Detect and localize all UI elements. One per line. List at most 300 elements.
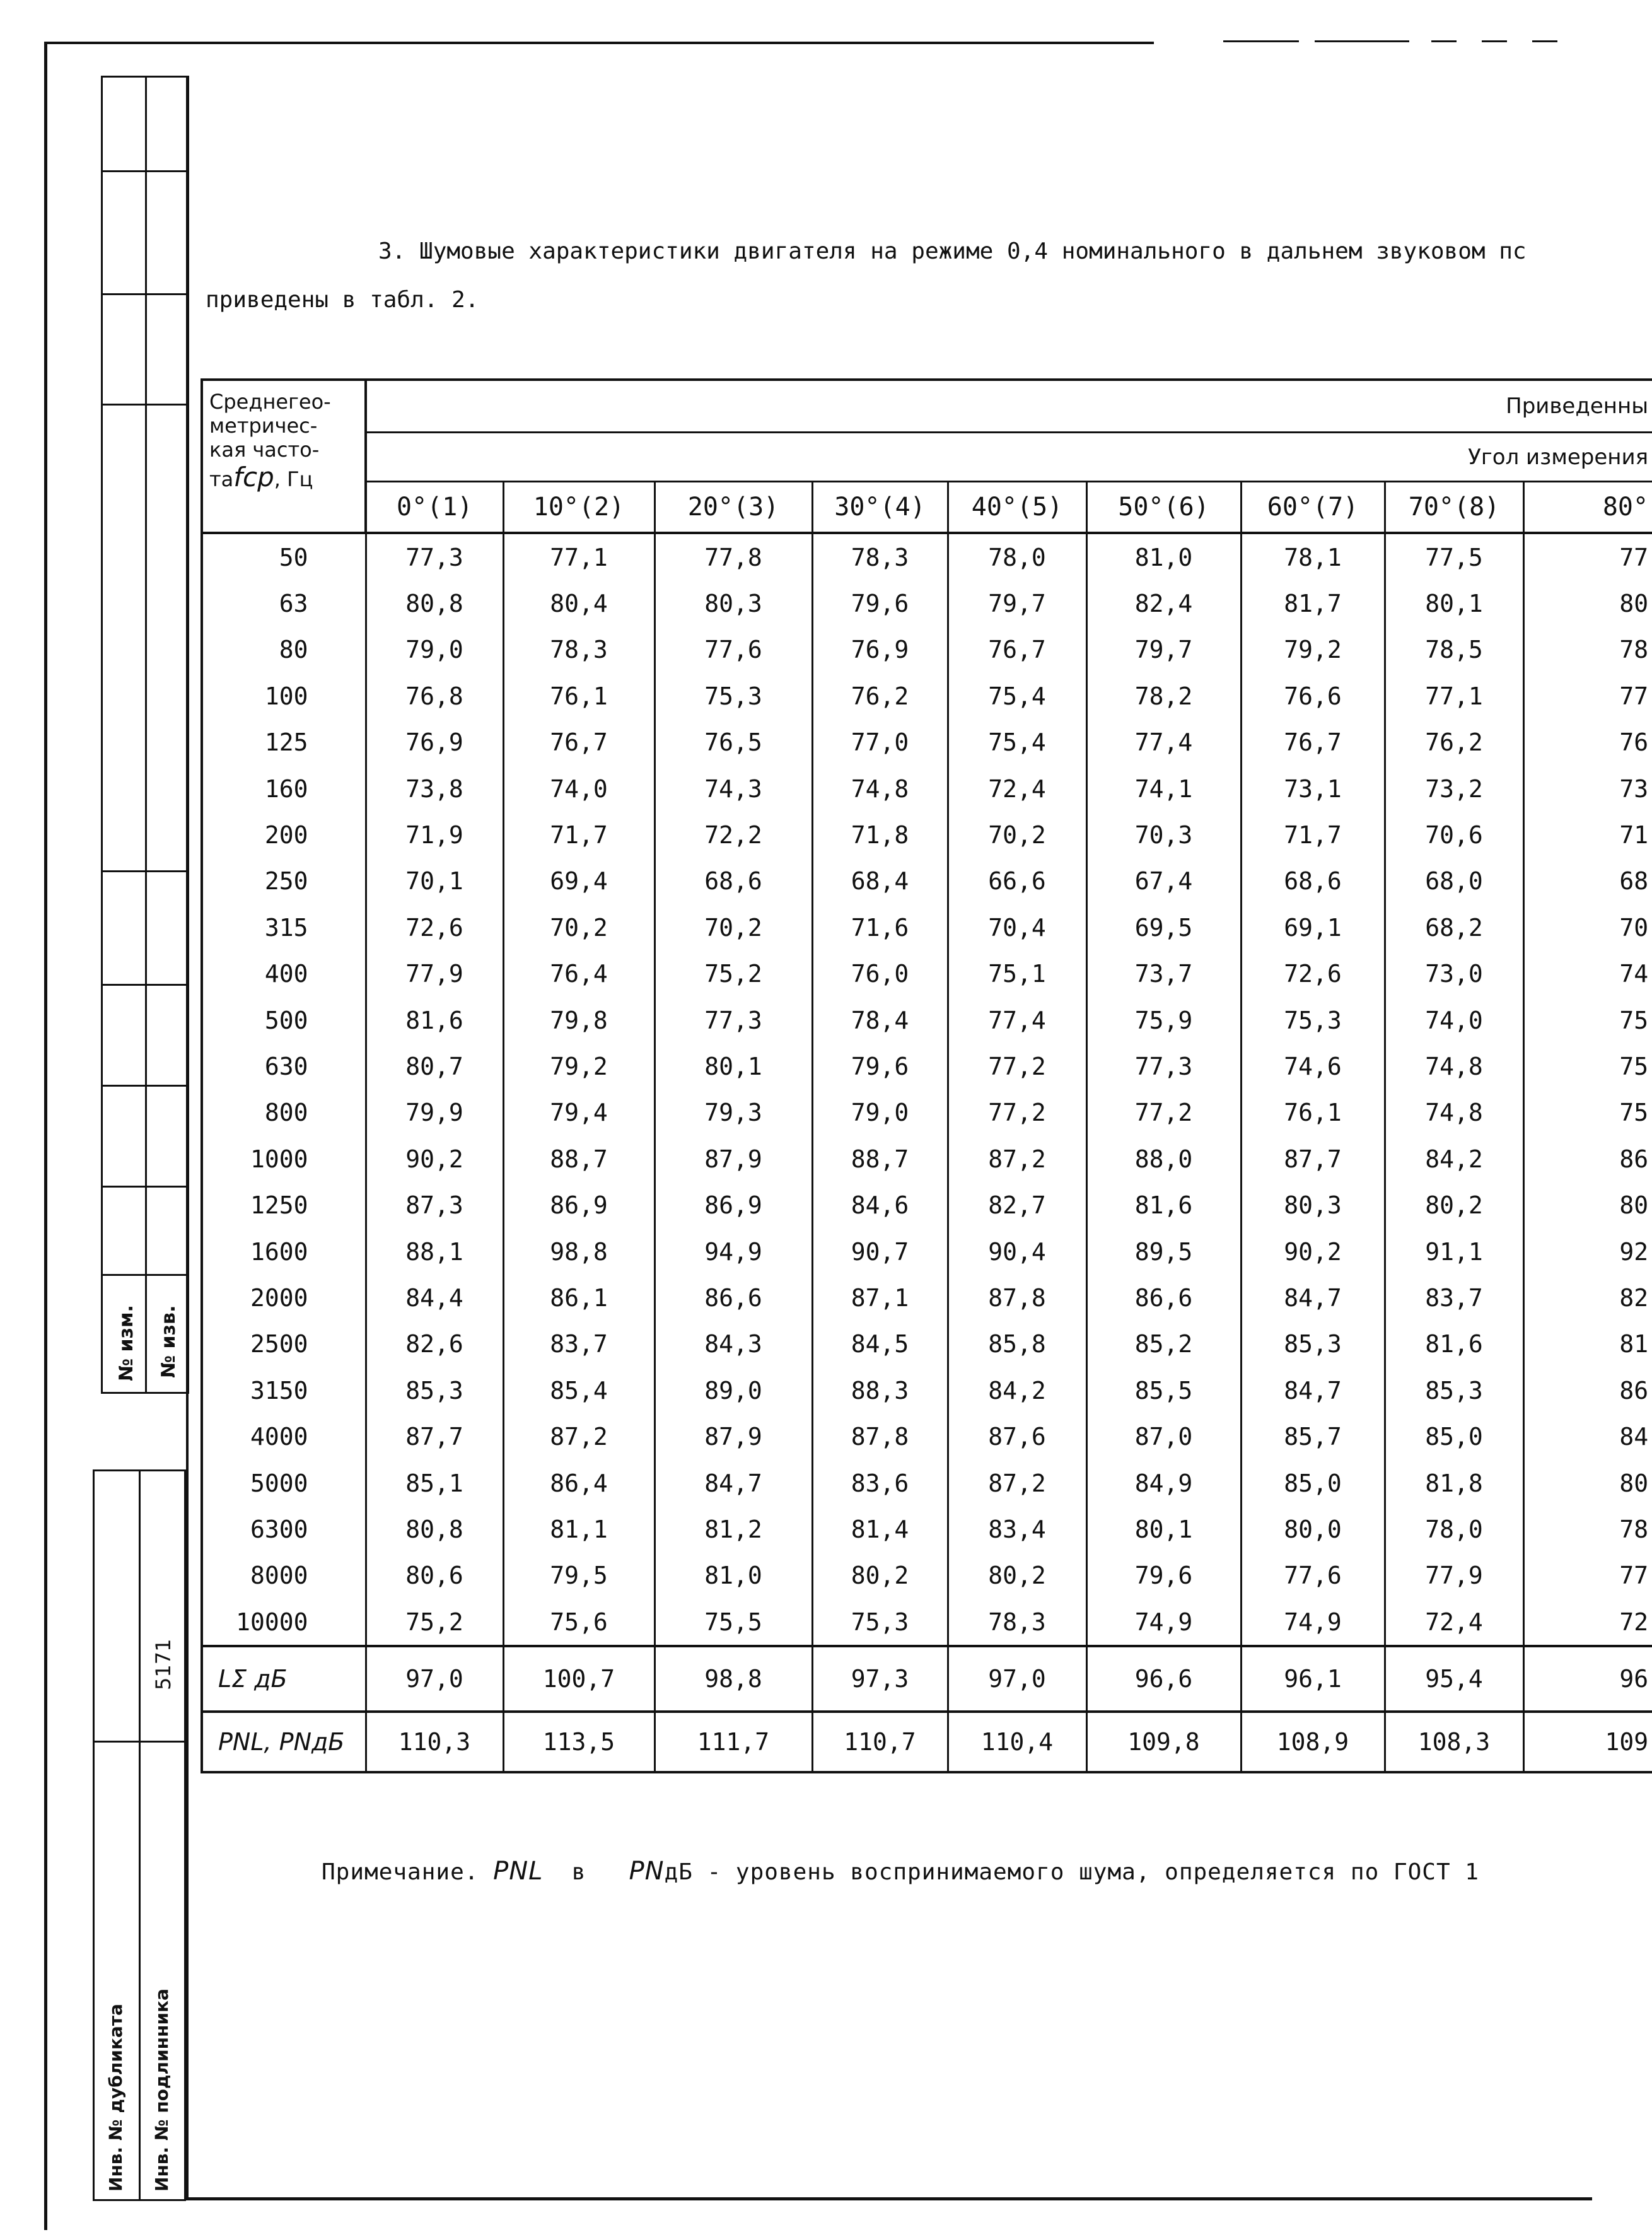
- value-cell: 82: [1523, 1275, 1652, 1321]
- frequency-cell: 6300: [202, 1506, 366, 1552]
- value-cell: 77,4: [1086, 720, 1241, 766]
- value-cell: 79,7: [1086, 627, 1241, 673]
- value-cell: 68,6: [1241, 858, 1385, 904]
- value-cell: 86,6: [654, 1275, 812, 1321]
- value-cell: 97,3: [812, 1646, 948, 1712]
- value-cell: 84,7: [1241, 1275, 1385, 1321]
- value-cell: 75: [1523, 1090, 1652, 1136]
- value-cell: 77,2: [1086, 1090, 1241, 1136]
- value-cell: 84,2: [1385, 1136, 1523, 1182]
- page-border-dash: [1532, 40, 1557, 42]
- frequency-cell: 5000: [202, 1460, 366, 1506]
- stamp-izm-label: № изм.: [115, 1305, 137, 1381]
- table-row: [202, 533, 1652, 580]
- value-cell: 84,9: [1086, 1460, 1241, 1506]
- freq-header-line: кая часто-: [209, 438, 320, 462]
- sum-level-row: [202, 1646, 1652, 1712]
- value-cell: 80,3: [1241, 1182, 1385, 1228]
- value-cell: 77,8: [654, 533, 812, 580]
- value-cell: 74,8: [812, 766, 948, 812]
- freq-header-line: Среднегео-: [209, 390, 331, 414]
- page-border-dash: [1482, 40, 1507, 42]
- value-cell: 76,9: [366, 720, 503, 766]
- value-cell: 70,2: [948, 812, 1086, 858]
- value-cell: 87,8: [948, 1275, 1086, 1321]
- value-cell: 70: [1523, 904, 1652, 950]
- value-cell: 77: [1523, 1553, 1652, 1599]
- value-cell: 70,6: [1385, 812, 1523, 858]
- noise-table: [201, 378, 1652, 1773]
- value-cell: 80,0: [1241, 1506, 1385, 1552]
- value-cell: 80,2: [948, 1553, 1086, 1599]
- value-cell: 71,7: [1241, 812, 1385, 858]
- value-cell: 79,0: [812, 1090, 948, 1136]
- value-cell: 77,0: [812, 720, 948, 766]
- table-row: [202, 1043, 1652, 1089]
- frequency-cell: 800: [202, 1090, 366, 1136]
- value-cell: 85,0: [1385, 1413, 1523, 1459]
- page-border-top: [44, 42, 1154, 44]
- value-cell: 73,8: [366, 766, 503, 812]
- value-cell: 81,8: [1385, 1460, 1523, 1506]
- value-cell: 87,2: [503, 1413, 654, 1459]
- stamp-line: [101, 293, 189, 295]
- value-cell: 77,4: [948, 997, 1086, 1043]
- note-prefix: Примечание.: [322, 1859, 479, 1885]
- value-cell: 110,3: [366, 1712, 503, 1772]
- table-row: [202, 1599, 1652, 1646]
- freq-symbol: fср: [233, 462, 274, 493]
- stamp-dubl-label: Инв. № дубликата: [105, 2004, 126, 2192]
- table-row: [202, 1090, 1652, 1136]
- value-cell: 75,3: [1241, 997, 1385, 1043]
- note-conj: в: [571, 1859, 586, 1885]
- frequency-cell: 3150: [202, 1367, 366, 1413]
- value-cell: 90,4: [948, 1229, 1086, 1275]
- page-border-bottom: [186, 2197, 1592, 2200]
- value-cell: 87,8: [812, 1413, 948, 1459]
- stamp-izv-label: № изв.: [158, 1305, 180, 1378]
- table-row: [202, 766, 1652, 812]
- value-cell: 86,9: [654, 1182, 812, 1228]
- value-cell: 85,7: [1241, 1413, 1385, 1459]
- value-cell: 89,0: [654, 1367, 812, 1413]
- value-cell: 79,6: [812, 1043, 948, 1089]
- value-cell: 76,1: [1241, 1090, 1385, 1136]
- value-cell: 76,7: [948, 627, 1086, 673]
- value-cell: 84,5: [812, 1321, 948, 1367]
- value-cell: 77,9: [366, 951, 503, 997]
- frequency-cell: 400: [202, 951, 366, 997]
- value-cell: 98,8: [503, 1229, 654, 1275]
- value-cell: 87,3: [366, 1182, 503, 1228]
- value-cell: 90,2: [1241, 1229, 1385, 1275]
- value-cell: 85,3: [366, 1367, 503, 1413]
- note-pn: PN: [629, 1857, 665, 1886]
- value-cell: 113,5: [503, 1712, 654, 1772]
- table-row: [202, 951, 1652, 997]
- value-cell: 75,1: [948, 951, 1086, 997]
- value-cell: 83,4: [948, 1506, 1086, 1552]
- value-cell: 75: [1523, 1043, 1652, 1089]
- table-note: [322, 1857, 1479, 1886]
- value-cell: 76,4: [503, 951, 654, 997]
- value-cell: 78,3: [503, 627, 654, 673]
- table-row: [202, 997, 1652, 1043]
- value-cell: 72,4: [948, 766, 1086, 812]
- value-cell: 87,2: [948, 1136, 1086, 1182]
- value-cell: 81,4: [812, 1506, 948, 1552]
- value-cell: 94,9: [654, 1229, 812, 1275]
- value-cell: 77,2: [948, 1043, 1086, 1089]
- value-cell: 76,9: [812, 627, 948, 673]
- note-text: дБ - уровень воспринимаемого шума, определяется по ГОСТ 1: [664, 1859, 1479, 1885]
- table-row: [202, 1182, 1652, 1228]
- paragraph-heading-line1: 3. Шумовые характеристики двигателя на режиме 0,4 номинального в дальнем звуковом пс: [378, 238, 1527, 264]
- stamp-number: 5171: [151, 1638, 175, 1690]
- value-cell: 81,0: [1086, 533, 1241, 580]
- value-cell: 79,2: [503, 1043, 654, 1089]
- value-cell: 89,5: [1086, 1229, 1241, 1275]
- value-cell: 79,9: [366, 1090, 503, 1136]
- value-cell: 79,0: [366, 627, 503, 673]
- stamp-line: [101, 170, 189, 172]
- value-cell: 80,1: [654, 1043, 812, 1089]
- value-cell: 84,3: [654, 1321, 812, 1367]
- table-row: [202, 1460, 1652, 1506]
- value-cell: 74,9: [1241, 1599, 1385, 1646]
- value-cell: 87,9: [654, 1413, 812, 1459]
- value-cell: 87,0: [1086, 1413, 1241, 1459]
- value-cell: 95,4: [1385, 1646, 1523, 1712]
- value-cell: 68,0: [1385, 858, 1523, 904]
- value-cell: 109,8: [1086, 1712, 1241, 1772]
- value-cell: 77: [1523, 673, 1652, 719]
- value-cell: 108,9: [1241, 1712, 1385, 1772]
- table-row: [202, 1553, 1652, 1599]
- group-header: Приведенны: [366, 380, 1652, 433]
- stamp-divider: [139, 1469, 141, 2201]
- value-cell: 79,8: [503, 997, 654, 1043]
- value-cell: 100,7: [503, 1646, 654, 1712]
- value-cell: 68: [1523, 858, 1652, 904]
- stamp-line: [101, 984, 189, 986]
- value-cell: 76,5: [654, 720, 812, 766]
- value-cell: 71,7: [503, 812, 654, 858]
- pnl-row-label: PNL, PNдБ: [202, 1712, 366, 1772]
- value-cell: 85,5: [1086, 1367, 1241, 1413]
- value-cell: 70,2: [654, 904, 812, 950]
- value-cell: 86: [1523, 1136, 1652, 1182]
- frequency-cell: 1600: [202, 1229, 366, 1275]
- value-cell: 85,3: [1385, 1367, 1523, 1413]
- value-cell: 76,7: [1241, 720, 1385, 766]
- value-cell: 71,6: [812, 904, 948, 950]
- table-row: [202, 1321, 1652, 1367]
- value-cell: 78: [1523, 1506, 1652, 1552]
- value-cell: 77,6: [654, 627, 812, 673]
- frequency-cell: 160: [202, 766, 366, 812]
- value-cell: 80,8: [366, 580, 503, 626]
- frequency-cell: 125: [202, 720, 366, 766]
- frequency-cell: 80: [202, 627, 366, 673]
- frequency-cell: 4000: [202, 1413, 366, 1459]
- value-cell: 80,2: [1385, 1182, 1523, 1228]
- value-cell: 85,8: [948, 1321, 1086, 1367]
- value-cell: 85,1: [366, 1460, 503, 1506]
- frequency-cell: 1250: [202, 1182, 366, 1228]
- page-border-left: [44, 42, 47, 2230]
- value-cell: 79,2: [1241, 627, 1385, 673]
- value-cell: 75: [1523, 997, 1652, 1043]
- angle-header: 60°(7): [1241, 482, 1385, 534]
- table-row: [202, 627, 1652, 673]
- value-cell: 85,2: [1086, 1321, 1241, 1367]
- frequency-cell: 2000: [202, 1275, 366, 1321]
- page-border-dash: [1223, 40, 1299, 42]
- value-cell: 79,3: [654, 1090, 812, 1136]
- stamp-line: [93, 1741, 186, 1743]
- value-cell: 86,9: [503, 1182, 654, 1228]
- angle-header: 50°(6): [1086, 482, 1241, 534]
- value-cell: 79,6: [1086, 1553, 1241, 1599]
- angle-header: 0°(1): [366, 482, 503, 534]
- value-cell: 74,8: [1385, 1090, 1523, 1136]
- value-cell: 83,7: [1385, 1275, 1523, 1321]
- table-row: [202, 673, 1652, 719]
- value-cell: 79,7: [948, 580, 1086, 626]
- value-cell: 84,4: [366, 1275, 503, 1321]
- value-cell: 76,2: [812, 673, 948, 719]
- value-cell: 80: [1523, 1182, 1652, 1228]
- value-cell: 84,7: [654, 1460, 812, 1506]
- value-cell: 88,0: [1086, 1136, 1241, 1182]
- value-cell: 79,5: [503, 1553, 654, 1599]
- value-cell: 70,3: [1086, 812, 1241, 858]
- frequency-cell: 1000: [202, 1136, 366, 1182]
- value-cell: 86,4: [503, 1460, 654, 1506]
- value-cell: 81: [1523, 1321, 1652, 1367]
- stamp-line: [101, 404, 189, 406]
- value-cell: 76,7: [503, 720, 654, 766]
- stamp-line: [101, 1186, 189, 1188]
- stamp-divider: [145, 76, 147, 1394]
- value-cell: 80,8: [366, 1506, 503, 1552]
- value-cell: 68,4: [812, 858, 948, 904]
- value-cell: 81,1: [503, 1506, 654, 1552]
- freq-header-line: та: [209, 467, 234, 491]
- value-cell: 86: [1523, 1367, 1652, 1413]
- frequency-cell: 50: [202, 533, 366, 580]
- value-cell: 69,5: [1086, 904, 1241, 950]
- value-cell: 85,0: [1241, 1460, 1385, 1506]
- frequency-cell: 250: [202, 858, 366, 904]
- value-cell: 80: [1523, 580, 1652, 626]
- value-cell: 82,4: [1086, 580, 1241, 626]
- table-row: [202, 720, 1652, 766]
- value-cell: 82,6: [366, 1321, 503, 1367]
- frequency-column-header: [202, 380, 366, 533]
- value-cell: 68,6: [654, 858, 812, 904]
- value-cell: 78,2: [1086, 673, 1241, 719]
- value-cell: 76,6: [1241, 673, 1385, 719]
- value-cell: 96: [1523, 1646, 1652, 1712]
- value-cell: 75,2: [654, 951, 812, 997]
- value-cell: 96,1: [1241, 1646, 1385, 1712]
- value-cell: 78,5: [1385, 627, 1523, 673]
- value-cell: 70,2: [503, 904, 654, 950]
- value-cell: 84,7: [1241, 1367, 1385, 1413]
- value-cell: 88,7: [812, 1136, 948, 1182]
- table-row: [202, 904, 1652, 950]
- page-border-dash: [1315, 40, 1409, 42]
- frequency-cell: 630: [202, 1043, 366, 1089]
- value-cell: 67,4: [1086, 858, 1241, 904]
- value-cell: 75,3: [654, 673, 812, 719]
- value-cell: 87,9: [654, 1136, 812, 1182]
- value-cell: 75,9: [1086, 997, 1241, 1043]
- value-cell: 74,6: [1241, 1043, 1385, 1089]
- value-cell: 66,6: [948, 858, 1086, 904]
- value-cell: 72,2: [654, 812, 812, 858]
- value-cell: 77,6: [1241, 1553, 1385, 1599]
- value-cell: 78,3: [948, 1599, 1086, 1646]
- value-cell: 81,6: [1086, 1182, 1241, 1228]
- stamp-podl-label: Инв. № подлинника: [151, 1989, 172, 2192]
- table-row: [202, 1506, 1652, 1552]
- value-cell: 77,9: [1385, 1553, 1523, 1599]
- angle-header: 40°(5): [948, 482, 1086, 534]
- value-cell: 80,1: [1086, 1506, 1241, 1552]
- value-cell: 97,0: [948, 1646, 1086, 1712]
- value-cell: 83,7: [503, 1321, 654, 1367]
- frequency-cell: 500: [202, 997, 366, 1043]
- value-cell: 87,6: [948, 1413, 1086, 1459]
- value-cell: 91,1: [1385, 1229, 1523, 1275]
- table-row: [202, 1367, 1652, 1413]
- value-cell: 79,6: [812, 580, 948, 626]
- value-cell: 72,6: [366, 904, 503, 950]
- value-cell: 69,1: [1241, 904, 1385, 950]
- value-cell: 85,3: [1241, 1321, 1385, 1367]
- value-cell: 68,2: [1385, 904, 1523, 950]
- stamp-line: [101, 870, 189, 872]
- frequency-cell: 63: [202, 580, 366, 626]
- value-cell: 78: [1523, 627, 1652, 673]
- value-cell: 76: [1523, 720, 1652, 766]
- value-cell: 83,6: [812, 1460, 948, 1506]
- value-cell: 108,3: [1385, 1712, 1523, 1772]
- angle-header: 80°: [1523, 482, 1652, 534]
- value-cell: 75,2: [366, 1599, 503, 1646]
- table-row: [202, 580, 1652, 626]
- value-cell: 75,4: [948, 673, 1086, 719]
- frequency-cell: 315: [202, 904, 366, 950]
- value-cell: 76,1: [503, 673, 654, 719]
- value-cell: 81,6: [1385, 1321, 1523, 1367]
- angle-header: 70°(8): [1385, 482, 1523, 534]
- value-cell: 77,3: [1086, 1043, 1241, 1089]
- value-cell: 73,2: [1385, 766, 1523, 812]
- value-cell: 81,7: [1241, 580, 1385, 626]
- subgroup-header: Угол измерения: [366, 433, 1652, 482]
- value-cell: 80,2: [812, 1553, 948, 1599]
- value-cell: 80,6: [366, 1553, 503, 1599]
- value-cell: 78,4: [812, 997, 948, 1043]
- paragraph-heading-line2: приведены в табл. 2.: [206, 287, 479, 313]
- value-cell: 71,9: [366, 812, 503, 858]
- table-row: [202, 858, 1652, 904]
- stamp-line: [101, 1274, 189, 1276]
- value-cell: 76,8: [366, 673, 503, 719]
- frequency-cell: 100: [202, 673, 366, 719]
- value-cell: 71,8: [812, 812, 948, 858]
- value-cell: 81,2: [654, 1506, 812, 1552]
- freq-header-line: метричес-: [209, 414, 318, 438]
- table-row: [202, 1136, 1652, 1182]
- frequency-cell: 8000: [202, 1553, 366, 1599]
- value-cell: 76,2: [1385, 720, 1523, 766]
- value-cell: 109: [1523, 1712, 1652, 1772]
- value-cell: 96,6: [1086, 1646, 1241, 1712]
- value-cell: 88,1: [366, 1229, 503, 1275]
- value-cell: 81,0: [654, 1553, 812, 1599]
- value-cell: 72: [1523, 1599, 1652, 1646]
- value-cell: 70,1: [366, 858, 503, 904]
- value-cell: 82,7: [948, 1182, 1086, 1228]
- freq-unit: , Гц: [274, 467, 313, 491]
- table-row: [202, 812, 1652, 858]
- value-cell: 92: [1523, 1229, 1652, 1275]
- value-cell: 74: [1523, 951, 1652, 997]
- value-cell: 77,3: [654, 997, 812, 1043]
- value-cell: 110,4: [948, 1712, 1086, 1772]
- value-cell: 71: [1523, 812, 1652, 858]
- value-cell: 74,1: [1086, 766, 1241, 812]
- value-cell: 75,4: [948, 720, 1086, 766]
- noise-table-wrapper: [201, 378, 1649, 1791]
- value-cell: 77,2: [948, 1090, 1086, 1136]
- value-cell: 77,1: [503, 533, 654, 580]
- value-cell: 110,7: [812, 1712, 948, 1772]
- value-cell: 87,7: [366, 1413, 503, 1459]
- value-cell: 77: [1523, 533, 1652, 580]
- value-cell: 75,3: [812, 1599, 948, 1646]
- value-cell: 86,1: [503, 1275, 654, 1321]
- value-cell: 80: [1523, 1460, 1652, 1506]
- value-cell: 73,1: [1241, 766, 1385, 812]
- angle-header: 20°(3): [654, 482, 812, 534]
- value-cell: 87,7: [1241, 1136, 1385, 1182]
- pnl-row: [202, 1712, 1652, 1772]
- angle-header: 10°(2): [503, 482, 654, 534]
- table-row: [202, 1229, 1652, 1275]
- value-cell: 73: [1523, 766, 1652, 812]
- value-cell: 74,0: [1385, 997, 1523, 1043]
- value-cell: 111,7: [654, 1712, 812, 1772]
- sum-level-row-label: LΣ дБ: [202, 1646, 366, 1712]
- frequency-cell: 10000: [202, 1599, 366, 1646]
- value-cell: 75,6: [503, 1599, 654, 1646]
- value-cell: 78,3: [812, 533, 948, 580]
- value-cell: 88,7: [503, 1136, 654, 1182]
- table-row: [202, 1413, 1652, 1459]
- note-pnl: PNL: [493, 1857, 544, 1886]
- value-cell: 78,0: [948, 533, 1086, 580]
- value-cell: 76,0: [812, 951, 948, 997]
- value-cell: 73,7: [1086, 951, 1241, 997]
- value-cell: 77,3: [366, 533, 503, 580]
